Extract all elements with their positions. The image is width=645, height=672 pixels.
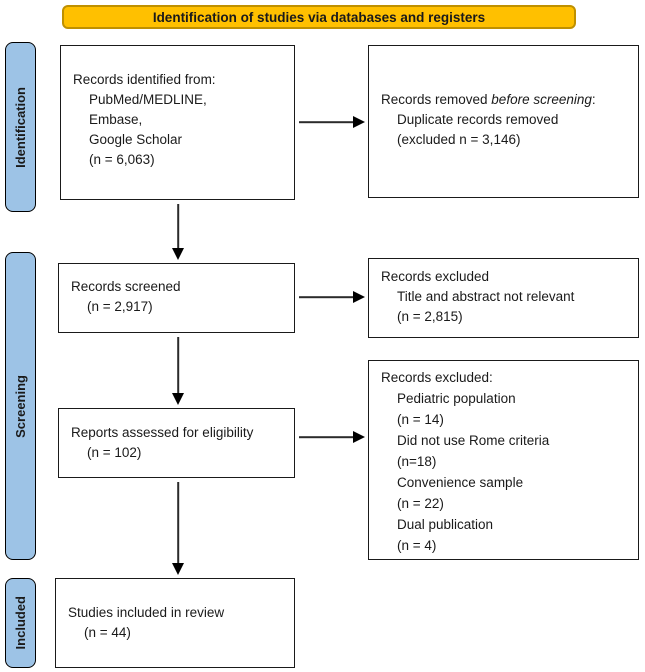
arrow-head	[172, 563, 184, 575]
arrow-head	[172, 393, 184, 405]
stage-label-screening-text: Screening	[13, 374, 28, 438]
box-reports-assessed	[58, 408, 295, 478]
box-line: (n = 4)	[397, 538, 437, 553]
box-line: Records identified from:	[73, 72, 216, 87]
box-line: PubMed/MEDLINE,	[89, 92, 207, 107]
box-line: Records screened	[71, 279, 181, 294]
box-line	[381, 90, 630, 110]
stage-label-identification-text: Identification	[13, 86, 28, 168]
arrow-head	[353, 291, 365, 303]
arrow-shaft	[299, 296, 356, 298]
box-line: Studies included in review	[68, 605, 225, 620]
box-records-excluded-eligibility	[368, 360, 639, 560]
box-line: (n = 102)	[87, 445, 142, 460]
arrow-down-icon	[172, 337, 184, 405]
stage-label-identification	[5, 42, 36, 212]
box-line: Did not use Rome criteria	[397, 433, 550, 448]
arrow-shaft	[299, 436, 356, 438]
arrow-right-icon	[299, 431, 365, 443]
box-line: Reports assessed for eligibility	[71, 425, 254, 440]
box-line: (excluded n = 3,146)	[397, 132, 521, 147]
arrow-shaft	[177, 482, 179, 566]
arrow-down-icon	[172, 482, 184, 575]
arrow-right-icon	[299, 291, 365, 303]
arrow-head	[353, 116, 365, 128]
removed-title-suffix: :	[591, 92, 596, 107]
arrow-head	[353, 431, 365, 443]
box-line: (n = 6,063)	[89, 152, 155, 167]
box-records-removed	[368, 45, 639, 198]
box-line: (n = 14)	[397, 412, 444, 427]
box-line: Title and abstract not relevant	[397, 289, 575, 304]
box-line: (n = 2,917)	[87, 299, 153, 314]
box-line: Dual publication	[397, 517, 494, 532]
arrow-head	[172, 248, 184, 260]
box-line: (n=18)	[397, 454, 437, 469]
box-line: Convenience sample	[397, 475, 524, 490]
box-line: Duplicate records removed	[397, 112, 559, 127]
box-line: Google Scholar	[89, 132, 183, 147]
arrow-shaft	[177, 337, 179, 396]
box-records-excluded-screening	[368, 258, 639, 338]
removed-title-italic: before screening	[491, 92, 592, 107]
box-studies-included	[55, 578, 295, 668]
arrow-down-icon	[172, 204, 184, 260]
box-records-screened	[58, 263, 295, 333]
arrow-right-icon	[299, 116, 365, 128]
stage-label-screening	[5, 252, 36, 560]
box-line: Records excluded	[381, 269, 490, 284]
arrow-shaft	[177, 204, 179, 251]
stage-label-included-text: Included	[13, 596, 28, 650]
banner-title-label: Identification of studies via databases and registers	[152, 9, 486, 25]
box-line: (n = 22)	[397, 496, 444, 511]
box-line: Embase,	[89, 112, 143, 127]
arrow-shaft	[299, 121, 356, 123]
box-line: (n = 2,815)	[397, 309, 463, 324]
box-records-identified	[60, 45, 295, 200]
banner-title	[62, 5, 576, 29]
removed-title-prefix: Records removed	[381, 92, 492, 107]
box-line: (n = 44)	[84, 625, 131, 640]
stage-label-included	[5, 578, 36, 668]
box-line: Records excluded:	[381, 370, 493, 385]
box-line: Pediatric population	[397, 391, 516, 406]
